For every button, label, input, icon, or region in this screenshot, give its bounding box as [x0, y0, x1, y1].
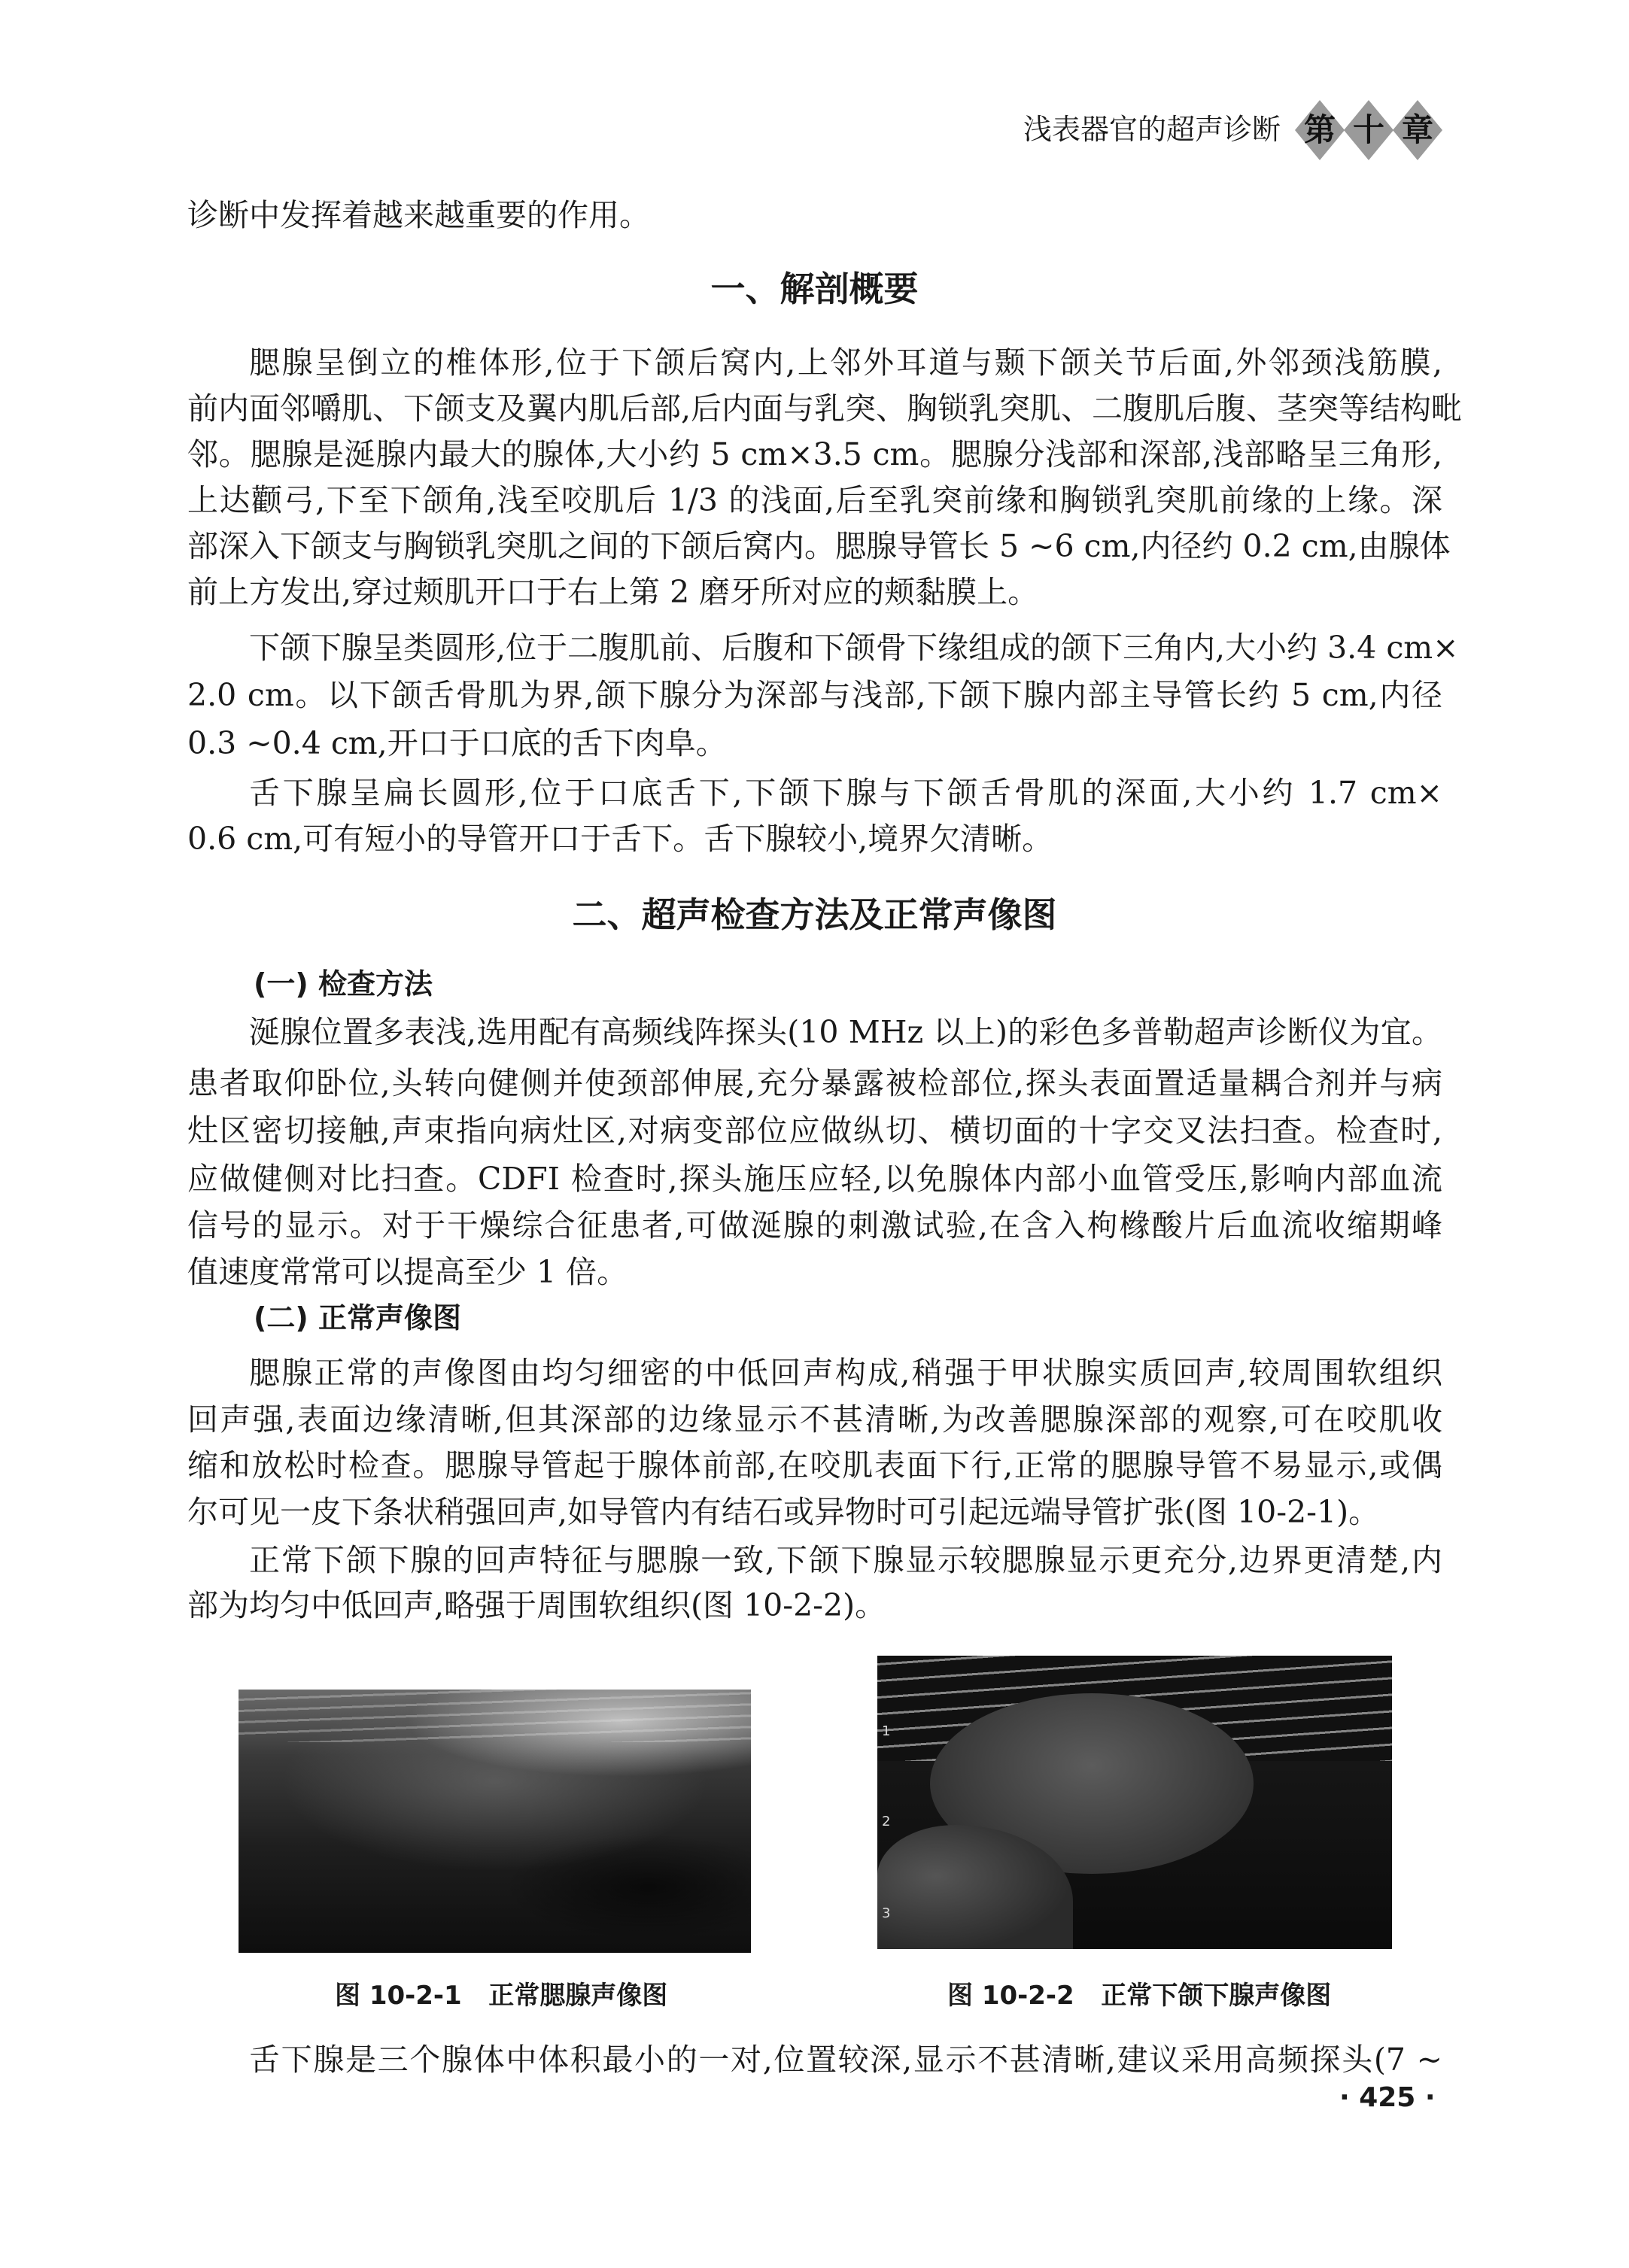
ultrasound-image-parotid — [239, 1690, 751, 1953]
figure-caption: 图 10-2-1 正常腮腺声像图 — [335, 1981, 668, 2011]
running-title: 浅表器官的超声诊断 — [1023, 113, 1281, 146]
text-line: 信号的显示。对于干燥综合征患者,可做涎腺的刺激试验,在含入枸橼酸片后血流收缩期峰 — [187, 1207, 1442, 1243]
text-line: 0.3 ~0.4 cm,开口于口底的舌下肉阜。 — [187, 725, 727, 761]
text-line: 0.6 cm,可有短小的导管开口于舌下。舌下腺较小,境界欠清晰。 — [187, 821, 1053, 857]
text-line: 上达颧弓,下至下颌角,浅至咬肌后 1/3 的浅面,后至乳突前缘和胸锁乳突肌前缘的上缘。深 — [187, 482, 1442, 518]
section-heading: 二、超声检查方法及正常声像图 — [572, 894, 1057, 935]
chapter-diamond — [1295, 100, 1345, 160]
text-line: 应做健侧对比扫查。CDFI 检查时,探头施压应轻,以免腺体内部小血管受压,影响内部血流 — [187, 1161, 1442, 1197]
text-line: 患者取仰卧位,头转向健侧并使颈部伸展,充分暴露被检部位,探头表面置适量耦合剂并与病 — [187, 1065, 1442, 1101]
text-line: 正常下颌下腺的回声特征与腮腺一致,下颌下腺显示较腮腺显示更充分,边界更清楚,内 — [249, 1542, 1442, 1578]
ultrasound-image-submandibular — [877, 1656, 1392, 1949]
text-line: 尔可见一皮下条状稍强回声,如导管内有结石或异物时可引起远端导管扩张(图 10-2-1)。 — [187, 1494, 1380, 1530]
section-heading: 一、解剖概要 — [710, 269, 919, 309]
subsection-heading: (一) 检查方法 — [254, 967, 433, 1000]
text-line: 邻。腮腺是涎腺内最大的腺体,大小约 5 cm×3.5 cm。腮腺分浅部和深部,浅部略呈三角形, — [187, 436, 1442, 472]
text-line: 缩和放松时检查。腮腺导管起于腺体前部,在咬肌表面下行,正常的腮腺导管不易显示,或偶 — [187, 1447, 1442, 1483]
page-number: · 425 · — [1339, 2082, 1436, 2113]
text-line: 涎腺位置多表浅,选用配有高频线阵探头(10 MHz 以上)的彩色多普勒超声诊断仪为宜。 — [249, 1014, 1442, 1050]
text-line: 前内面邻嚼肌、下颌支及翼内肌后部,后内面与乳突、胸锁乳突肌、二腹肌后腹、茎突等结构毗 — [187, 390, 1463, 427]
fascia-echo-layer — [239, 1690, 751, 1742]
text-line: 值速度常常可以提高至少 1 倍。 — [187, 1254, 628, 1290]
text-line: 舌下腺是三个腺体中体积最小的一对,位置较深,显示不甚清晰,建议采用高频探头(7 ~ — [249, 2042, 1442, 2078]
text-line: 诊断中发挥着越来越重要的作用。 — [187, 197, 650, 233]
text-line: 部为均匀中低回声,略强于周围软组织(图 10-2-2)。 — [187, 1587, 886, 1623]
text-line: 回声强,表面边缘清晰,但其深部的边缘显示不甚清晰,为改善腮腺深部的观察,可在咬肌收 — [187, 1401, 1442, 1438]
depth-marker: 3 — [882, 1905, 891, 1921]
text-line: 前上方发出,穿过颊肌开口于右上第 2 磨牙所对应的颊黏膜上。 — [187, 574, 1039, 610]
figure-caption: 图 10-2-2 正常下颌下腺声像图 — [947, 1981, 1332, 2011]
depth-marker: 2 — [882, 1814, 891, 1829]
text-line: 灶区密切接触,声束指向病灶区,对病变部位应做纵切、横切面的十字交叉法扫查。检查时, — [187, 1113, 1442, 1149]
chapter-char: 第 — [1303, 111, 1336, 148]
text-line: 部深入下颌支与胸锁乳突肌之间的下颌后窝内。腮腺导管长 5 ~6 cm,内径约 0.2 cm,由腺体 — [187, 528, 1451, 564]
chapter-char: 十 — [1352, 111, 1384, 148]
text-line: 腮腺呈倒立的椎体形,位于下颌后窝内,上邻外耳道与颞下颌关节后面,外邻颈浅筋膜, — [249, 345, 1442, 381]
subsection-heading: (二) 正常声像图 — [254, 1301, 461, 1334]
text-line: 下颌下腺呈类圆形,位于二腹肌前、后腹和下颌骨下缘组成的颌下三角内,大小约 3.4 cm× — [249, 630, 1459, 666]
chapter-diamond — [1393, 100, 1442, 160]
text-line: 腮腺正常的声像图由均匀细密的中低回声构成,稍强于甲状腺实质回声,较周围软组织 — [249, 1355, 1442, 1391]
text-line: 舌下腺呈扁长圆形,位于口底舌下,下颌下腺与下颌舌骨肌的深面,大小约 1.7 cm× — [249, 775, 1442, 811]
chapter-diamond — [1344, 100, 1393, 160]
text-line: 2.0 cm。以下颌舌骨肌为界,颌下腺分为深部与浅部,下颌下腺内部主导管长约 5 cm,内径 — [187, 677, 1442, 713]
chapter-char: 章 — [1401, 111, 1433, 148]
depth-marker: 1 — [882, 1723, 891, 1739]
